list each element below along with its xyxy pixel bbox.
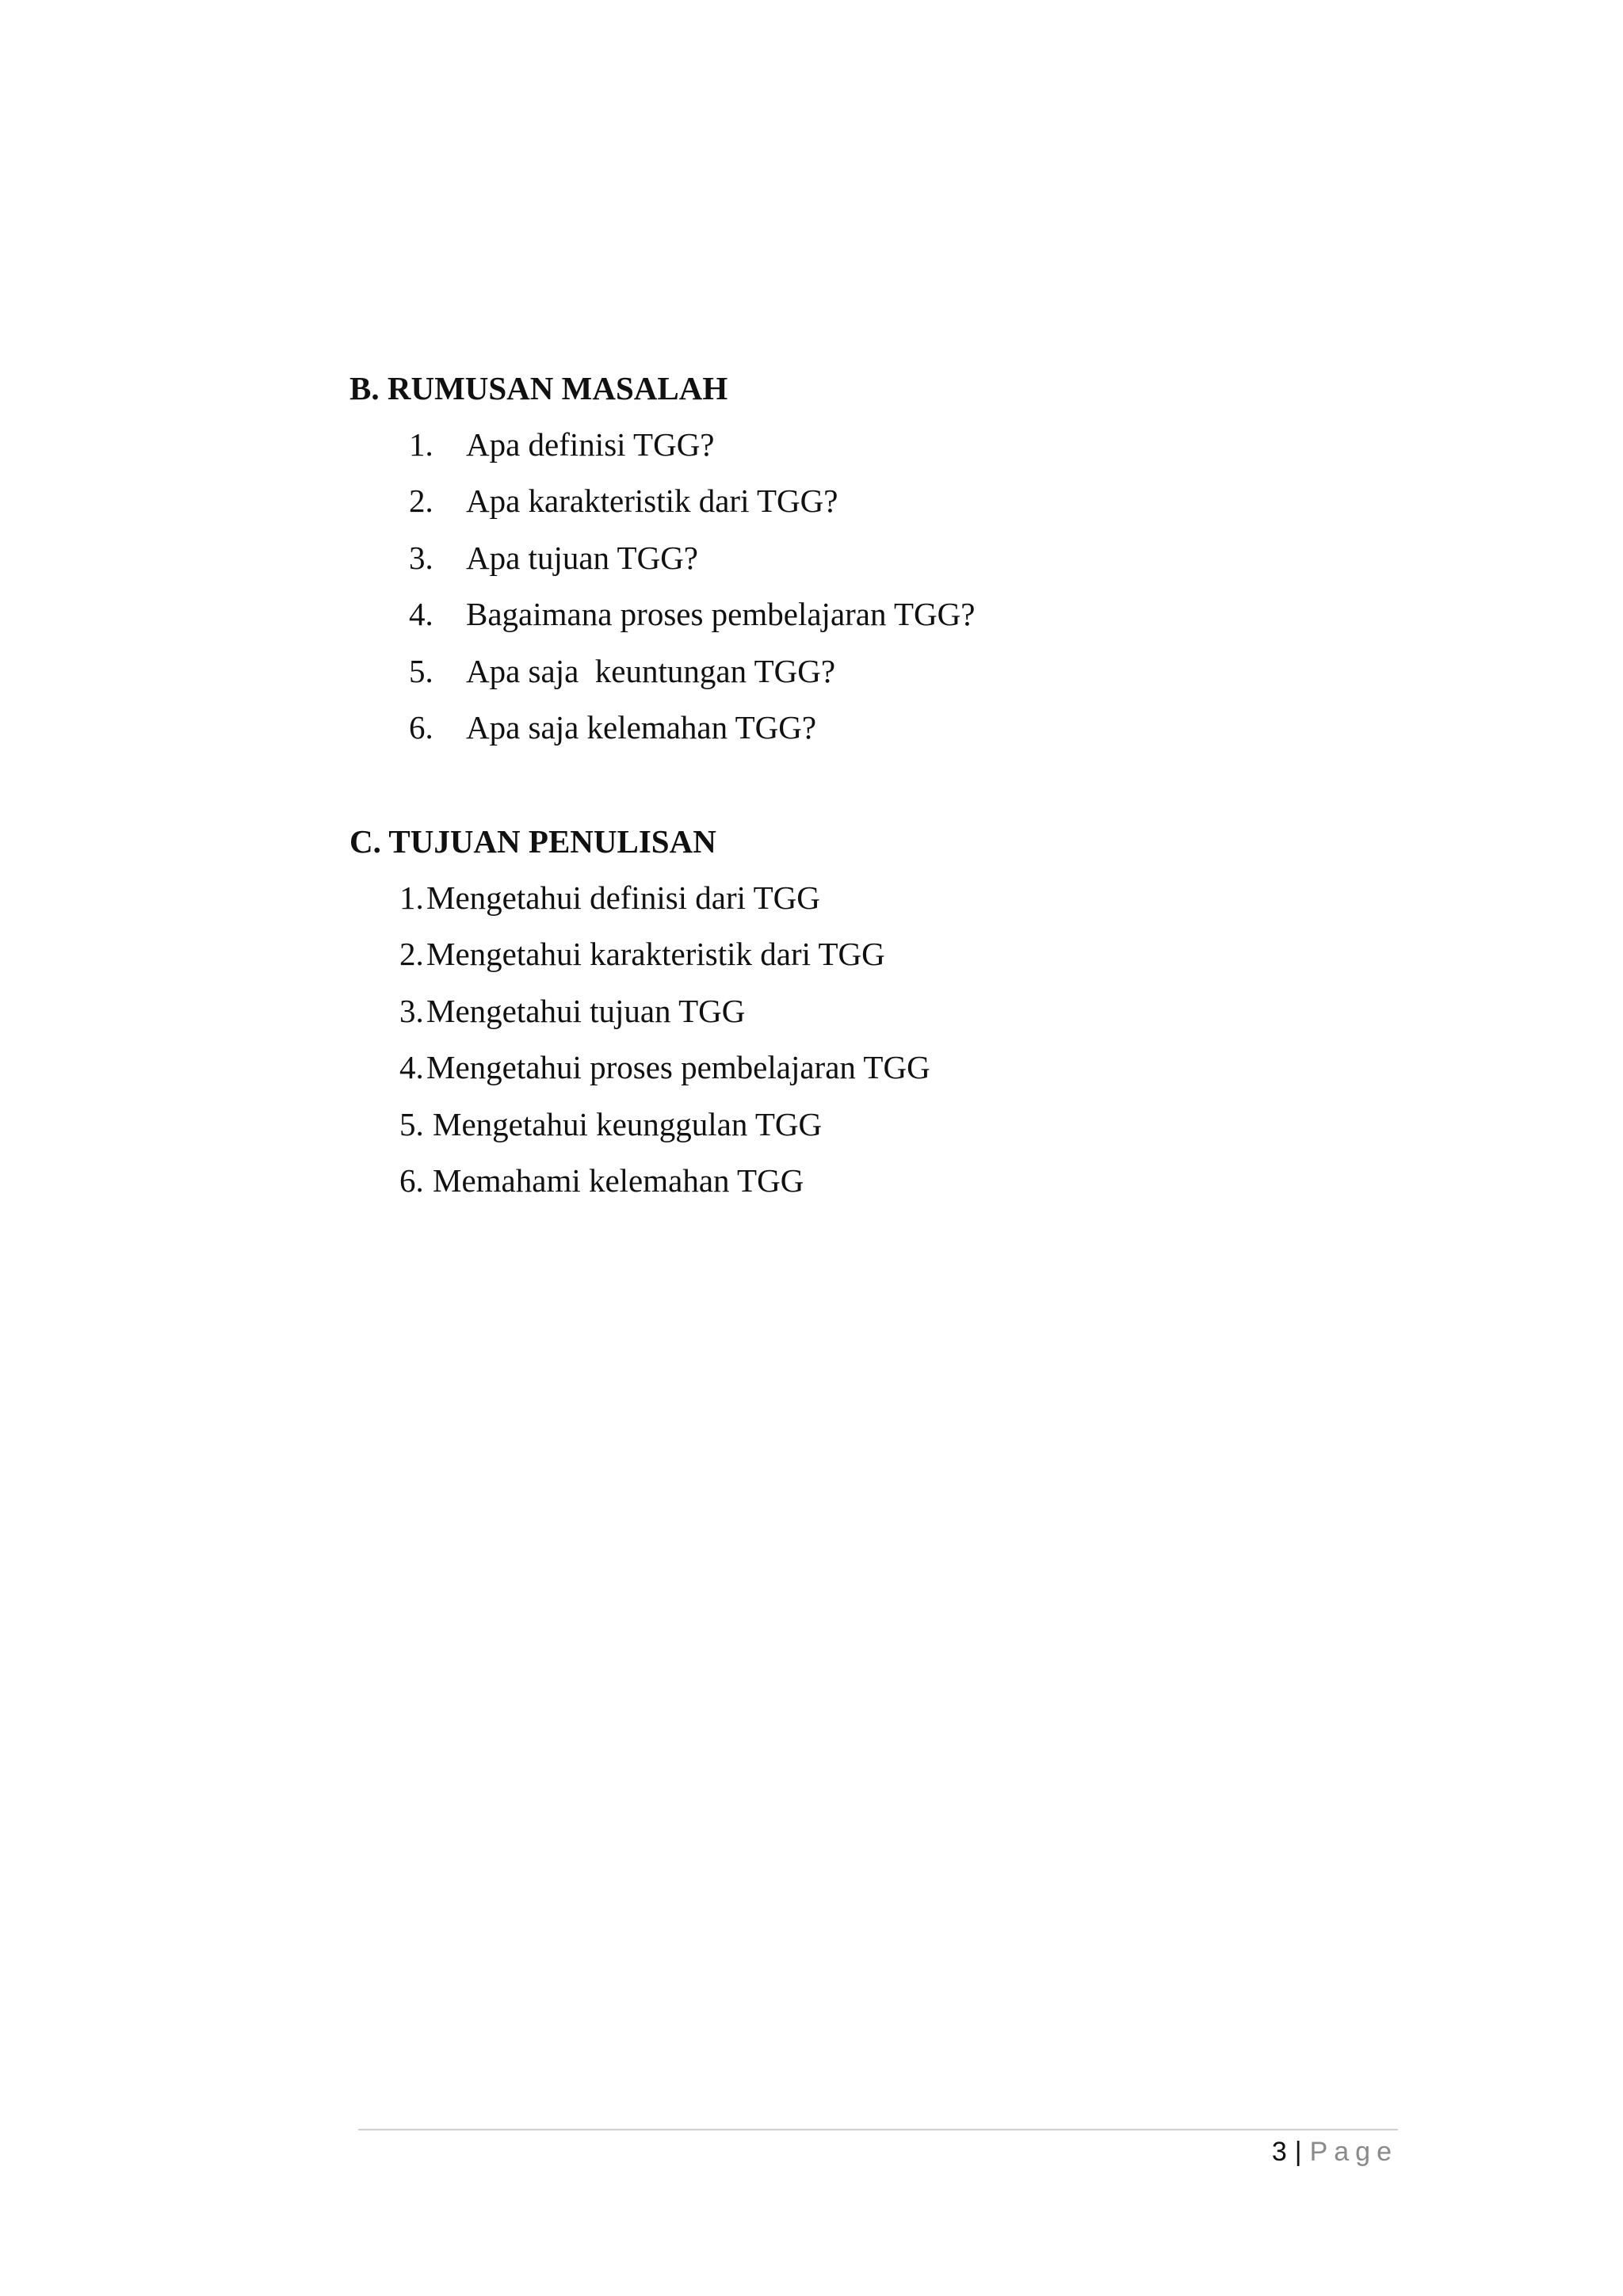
list-item: Apa karakteristik dari TGG?: [466, 482, 838, 519]
section-c-heading: C. TUJUAN PENULISAN: [349, 823, 716, 860]
list-item: Mengetahui proses pembelajaran TGG: [426, 1049, 930, 1085]
list-item-number: 1.: [399, 879, 424, 916]
list-item: Bagaimana proses pembelajaran TGG?: [466, 596, 976, 632]
list-item-number: 4.: [399, 1049, 424, 1085]
list-item: Mengetahui definisi dari TGG: [426, 879, 820, 916]
list-item-number: 2.: [399, 936, 424, 972]
list-item-number: 4.: [409, 596, 433, 632]
list-item: Mengetahui tujuan TGG: [426, 993, 746, 1029]
page-number: 3: [1271, 2137, 1287, 2167]
list-item: Apa definisi TGG?: [466, 426, 715, 463]
list-item-number: 3.: [399, 993, 424, 1029]
list-item-number: 1.: [409, 426, 433, 463]
list-item: Apa tujuan TGG?: [466, 540, 699, 576]
list-item-number: 6.: [409, 709, 433, 746]
page-footer: [1272, 2138, 1398, 2165]
list-item: Apa saja keuntungan TGG?: [466, 653, 836, 689]
list-item-number: 6.: [399, 1162, 424, 1199]
list-item-number: 5.: [399, 1106, 424, 1142]
page-label: Page: [1309, 2137, 1398, 2167]
list-item: Mengetahui karakteristik dari TGG: [426, 936, 885, 972]
list-item-number: 5.: [409, 653, 433, 689]
footer-separator: |: [1294, 2137, 1302, 2167]
list-item: Mengetahui keunggulan TGG: [433, 1106, 823, 1142]
footer-divider: [358, 2129, 1398, 2130]
list-item: Memahami kelemahan TGG: [433, 1162, 804, 1199]
list-item-number: 2.: [409, 482, 433, 519]
list-item-number: 3.: [409, 540, 433, 576]
section-b-heading: B. RUMUSAN MASALAH: [349, 370, 728, 406]
list-item: Apa saja kelemahan TGG?: [466, 709, 817, 746]
